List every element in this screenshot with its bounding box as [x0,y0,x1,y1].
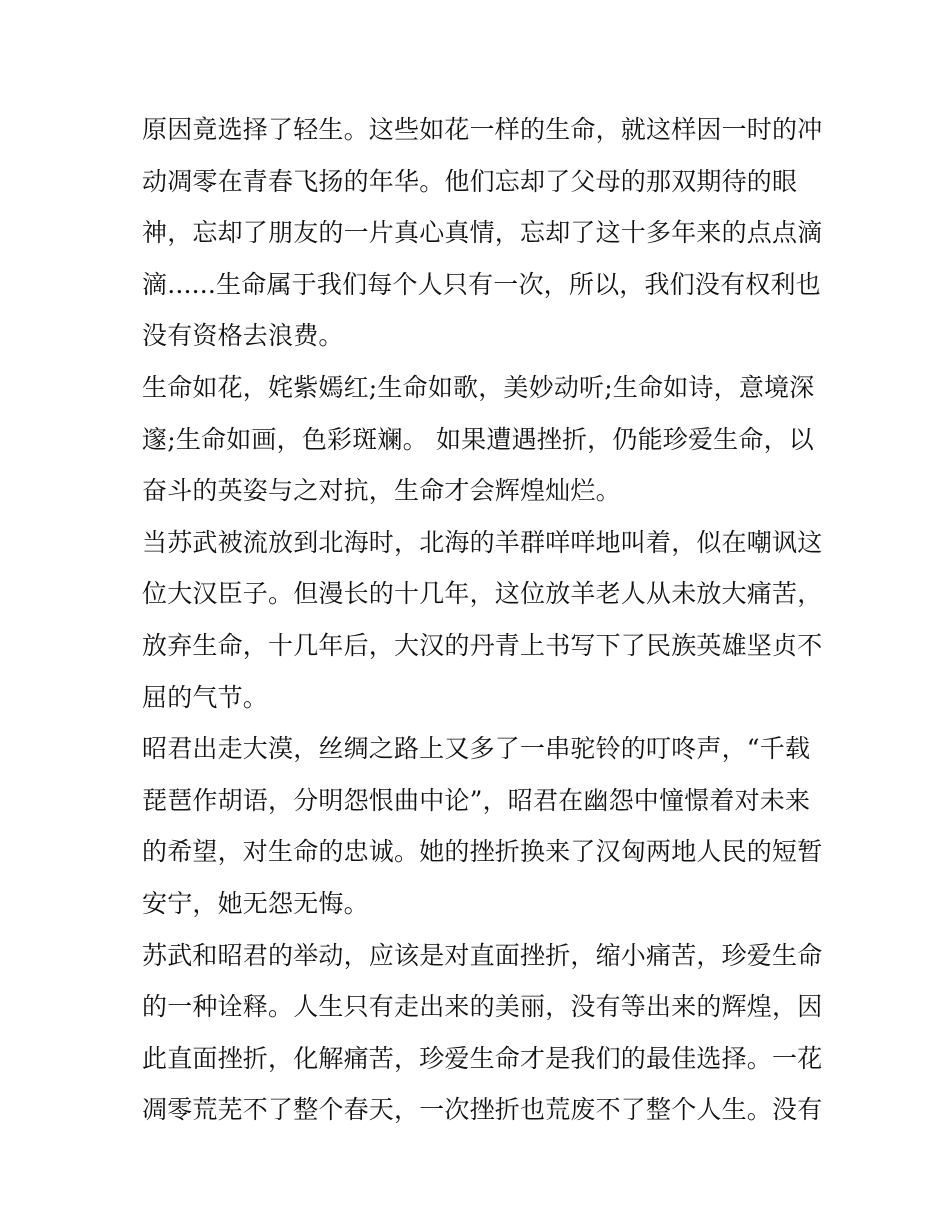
text-line: 位大汉臣子。但漫长的十几年，这位放羊老人从未放大痛苦， [142,579,823,609]
paragraph-4 [142,723,822,929]
text-line: 昭君出走大漠，丝绸之路上又多了一串驼铃的叮咚声，“千载 [142,734,811,764]
text-line: 的希望，对生命的忠诚。她的挫折换来了汉匈两地人民的短暂 [142,837,823,867]
text-line: 安宁，她无怨无悔。 [142,888,369,918]
text-line: 动凋零在青春飞扬的年华。他们忘却了父母的那双期待的眼 [142,166,798,196]
text-line: 原因竟选择了轻生。这些如花一样的生命，就这样因一时的冲 [142,115,823,144]
text-line: 凋零荒芜不了整个春天，一次挫折也荒废不了整个人生。没有 [142,1095,823,1125]
paragraph-5 [142,930,822,1136]
text-line: 的一种诠释。人生只有走出来的美丽，没有等出来的辉煌，因 [142,992,823,1022]
text-line: 邃;生命如画，色彩斑斓。 如果遭遇挫折，仍能珍爱生命，以 [142,424,814,454]
text-line: 神，忘却了朋友的一片真心真情，忘却了这十多年来的点点滴 [142,218,823,248]
paragraph-2 [142,362,822,517]
text-line: 生命如花，姹紫嫣红;生命如歌，美妙动听;生命如诗，意境深 [142,372,815,402]
text-line: 放弃生命，十几年后，大汉的丹青上书写下了民族英雄坚贞不 [142,630,823,660]
text-line: 此直面挫折，化解痛苦，珍爱生命才是我们的最佳选择。一花 [142,1043,823,1073]
text-line: 屈的气节。 [142,682,269,712]
text-line: 当苏武被流放到北海时，北海的羊群咩咩地叫着，似在嘲讽这 [142,527,823,557]
text-line: 苏武和昭君的举动，应该是对直面挫折，缩小痛苦，珍爱生命 [142,940,823,970]
text-line: 琵琶作胡语，分明怨恨曲中论”，昭君在幽怨中憧憬着对未来 [142,785,811,815]
paragraph-1 [142,104,822,362]
paragraph-3 [142,517,822,723]
document-body [142,104,822,1136]
text-line: 滴......生命属于我们每个人只有一次，所以，我们没有权利也 [142,269,821,299]
text-line: 奋斗的英姿与之对抗，生命才会辉煌灿烂。 [142,476,621,506]
text-line: 没有资格去浪费。 [142,321,344,351]
